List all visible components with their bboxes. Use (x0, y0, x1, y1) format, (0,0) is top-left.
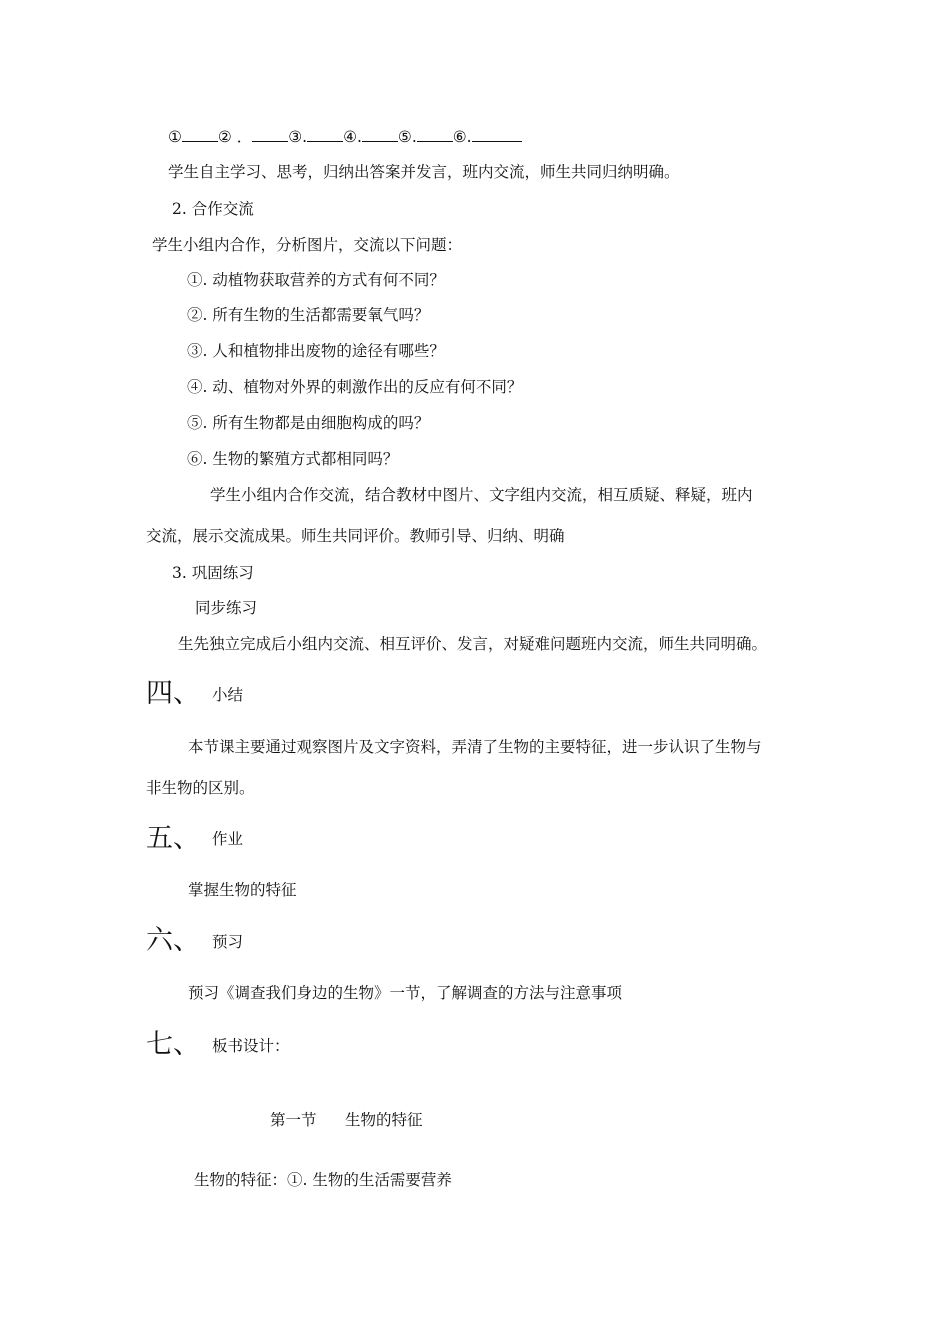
question-item: ②. 所有生物的生活都需要氧气吗？ (187, 306, 430, 324)
board-feature-line: 生物的特征：①. 生物的生活需要营养 (194, 1171, 452, 1189)
section-number-preview: 六、 (146, 925, 200, 956)
paragraph-preview: 预习《调查我们身边的生物》一节，了解调查的方法与注意事项 (188, 984, 623, 1002)
paragraph-cooperation-line2: 交流，展示交流成果。师生共同评价。教师引导、归纳、明确 (146, 527, 565, 545)
section-title-homework: 作业 (212, 830, 244, 848)
paragraph-summary-line2: 非生物的区别。 (146, 779, 255, 797)
blank-marker-4: ④. (343, 128, 362, 146)
section-heading-cooperation: 2. 合作交流 (172, 200, 254, 218)
question-item: ③. 人和植物排出废物的途径有哪些？ (187, 342, 445, 360)
paragraph-sync-practice: 同步练习 (195, 599, 258, 617)
blank-6 (472, 140, 522, 142)
blank-1 (182, 140, 218, 142)
blank-4 (362, 140, 398, 142)
paragraph-sync-description: 生先独立完成后小组内交流、相互评价、发言，对疑难问题班内交流，师生共同明确。 (178, 635, 768, 653)
section-title-preview: 预习 (212, 933, 244, 951)
blank-3 (307, 140, 343, 142)
blank-2 (252, 140, 288, 142)
section-title-board: 板书设计： (212, 1037, 290, 1055)
section-number-board: 七、 (146, 1029, 200, 1060)
blank-marker-6: ⑥. (452, 128, 472, 146)
paragraph-homework: 掌握生物的特征 (188, 881, 297, 899)
section-number-homework: 五、 (146, 823, 200, 854)
blank-marker-1: ① (168, 128, 182, 146)
blank-marker-5: ⑤. (397, 128, 417, 146)
blank-5 (417, 140, 453, 142)
question-item: ⑥. 生物的繁殖方式都相同吗？ (187, 450, 399, 468)
question-item: ④. 动、植物对外界的刺激作出的反应有何不同？ (187, 378, 523, 396)
question-item: ⑤. 所有生物都是由细胞构成的吗？ (187, 414, 430, 432)
board-title-right: 生物的特征 (345, 1111, 423, 1129)
blank-marker-dot: ． (236, 128, 253, 146)
section-number-summary: 四、 (146, 678, 200, 709)
question-item: ①. 动植物获取营养的方式有何不同？ (187, 271, 445, 289)
paragraph-self-study: 学生自主学习、思考，归纳出答案并发言，班内交流，师生共同归纳明确。 (168, 163, 680, 181)
blank-marker-2: ② (217, 128, 232, 146)
paragraph-group-intro: 学生小组内合作，分析图片，交流以下问题： (152, 236, 463, 254)
fill-blank-row (168, 130, 522, 146)
paragraph-cooperation-line1: 学生小组内合作交流，结合教材中图片、文字组内交流，相互质疑、释疑，班内 (210, 486, 753, 504)
paragraph-summary-line1: 本节课主要通过观察图片及文字资料，弄清了生物的主要特征，进一步认识了生物与 (188, 738, 762, 756)
board-title-left: 第一节 (270, 1111, 317, 1129)
section-title-summary: 小结 (212, 686, 244, 704)
section-heading-practice: 3. 巩固练习 (172, 564, 254, 582)
blank-marker-3: ③. (288, 128, 308, 146)
